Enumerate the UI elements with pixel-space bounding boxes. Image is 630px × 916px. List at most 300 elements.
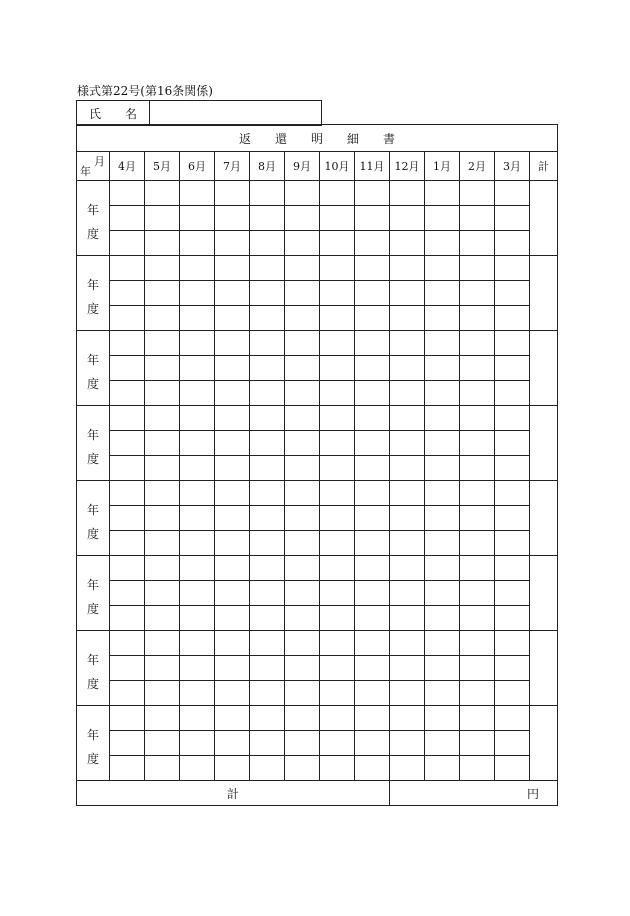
amount-cell[interactable]	[250, 531, 285, 556]
amount-cell[interactable]	[285, 231, 320, 256]
amount-cell[interactable]	[250, 681, 285, 706]
amount-cell[interactable]	[390, 606, 425, 631]
year-total-cell[interactable]	[530, 181, 558, 256]
amount-cell[interactable]	[250, 606, 285, 631]
amount-cell[interactable]	[180, 281, 215, 306]
amount-cell[interactable]	[250, 281, 285, 306]
amount-cell[interactable]	[110, 581, 145, 606]
amount-cell[interactable]	[250, 756, 285, 781]
amount-cell[interactable]	[320, 731, 355, 756]
amount-cell[interactable]	[425, 381, 460, 406]
amount-cell[interactable]	[390, 356, 425, 381]
amount-cell[interactable]	[180, 356, 215, 381]
amount-cell[interactable]	[250, 706, 285, 731]
amount-cell[interactable]	[355, 356, 390, 381]
amount-cell[interactable]	[425, 281, 460, 306]
amount-cell[interactable]	[145, 531, 180, 556]
amount-cell[interactable]	[215, 681, 250, 706]
amount-cell[interactable]	[495, 606, 530, 631]
amount-cell[interactable]	[460, 231, 495, 256]
amount-cell[interactable]	[285, 606, 320, 631]
amount-cell[interactable]	[285, 206, 320, 231]
amount-cell[interactable]	[425, 206, 460, 231]
amount-cell[interactable]	[180, 331, 215, 356]
amount-cell[interactable]	[250, 456, 285, 481]
amount-cell[interactable]	[250, 231, 285, 256]
amount-cell[interactable]	[460, 306, 495, 331]
amount-cell[interactable]	[460, 706, 495, 731]
amount-cell[interactable]	[215, 531, 250, 556]
amount-cell[interactable]	[460, 331, 495, 356]
amount-cell[interactable]	[355, 481, 390, 506]
amount-cell[interactable]	[460, 756, 495, 781]
amount-cell[interactable]	[320, 556, 355, 581]
amount-cell[interactable]	[110, 606, 145, 631]
amount-cell[interactable]	[285, 731, 320, 756]
amount-cell[interactable]	[390, 481, 425, 506]
amount-cell[interactable]	[285, 381, 320, 406]
amount-cell[interactable]	[460, 256, 495, 281]
amount-cell[interactable]	[110, 481, 145, 506]
amount-cell[interactable]	[215, 606, 250, 631]
fiscal-year-cell[interactable]	[77, 481, 110, 556]
amount-cell[interactable]	[250, 381, 285, 406]
amount-cell[interactable]	[285, 656, 320, 681]
amount-cell[interactable]	[180, 531, 215, 556]
amount-cell[interactable]	[355, 706, 390, 731]
amount-cell[interactable]	[285, 281, 320, 306]
amount-cell[interactable]	[355, 431, 390, 456]
amount-cell[interactable]	[320, 706, 355, 731]
amount-cell[interactable]	[460, 281, 495, 306]
amount-cell[interactable]	[180, 731, 215, 756]
amount-cell[interactable]	[320, 256, 355, 281]
amount-cell[interactable]	[355, 306, 390, 331]
amount-cell[interactable]	[180, 456, 215, 481]
amount-cell[interactable]	[425, 581, 460, 606]
amount-cell[interactable]	[215, 206, 250, 231]
amount-cell[interactable]	[250, 431, 285, 456]
amount-cell[interactable]	[355, 281, 390, 306]
fiscal-year-cell[interactable]	[77, 631, 110, 706]
amount-cell[interactable]	[145, 731, 180, 756]
amount-cell[interactable]	[145, 331, 180, 356]
amount-cell[interactable]	[425, 681, 460, 706]
amount-cell[interactable]	[320, 606, 355, 631]
amount-cell[interactable]	[460, 556, 495, 581]
amount-cell[interactable]	[320, 531, 355, 556]
amount-cell[interactable]	[215, 581, 250, 606]
amount-cell[interactable]	[110, 456, 145, 481]
amount-cell[interactable]	[215, 331, 250, 356]
amount-cell[interactable]	[180, 681, 215, 706]
year-total-cell[interactable]	[530, 481, 558, 556]
amount-cell[interactable]	[425, 331, 460, 356]
amount-cell[interactable]	[320, 506, 355, 531]
amount-cell[interactable]	[425, 606, 460, 631]
amount-cell[interactable]	[250, 181, 285, 206]
amount-cell[interactable]	[180, 756, 215, 781]
amount-cell[interactable]	[285, 331, 320, 356]
amount-cell[interactable]	[495, 231, 530, 256]
amount-cell[interactable]	[180, 406, 215, 431]
amount-cell[interactable]	[250, 206, 285, 231]
amount-cell[interactable]	[390, 381, 425, 406]
amount-cell[interactable]	[390, 306, 425, 331]
amount-cell[interactable]	[425, 456, 460, 481]
amount-cell[interactable]	[215, 756, 250, 781]
amount-cell[interactable]	[320, 681, 355, 706]
amount-cell[interactable]	[180, 481, 215, 506]
amount-cell[interactable]	[215, 431, 250, 456]
amount-cell[interactable]	[110, 706, 145, 731]
amount-cell[interactable]	[355, 506, 390, 531]
amount-cell[interactable]	[495, 756, 530, 781]
amount-cell[interactable]	[320, 356, 355, 381]
amount-cell[interactable]	[285, 681, 320, 706]
year-total-cell[interactable]	[530, 406, 558, 481]
amount-cell[interactable]	[215, 706, 250, 731]
amount-cell[interactable]	[250, 581, 285, 606]
amount-cell[interactable]	[495, 556, 530, 581]
amount-cell[interactable]	[460, 606, 495, 631]
amount-cell[interactable]	[180, 381, 215, 406]
amount-cell[interactable]	[285, 556, 320, 581]
amount-cell[interactable]	[110, 756, 145, 781]
amount-cell[interactable]	[320, 631, 355, 656]
amount-cell[interactable]	[250, 506, 285, 531]
amount-cell[interactable]	[215, 656, 250, 681]
amount-cell[interactable]	[215, 231, 250, 256]
amount-cell[interactable]	[285, 406, 320, 431]
amount-cell[interactable]	[250, 331, 285, 356]
amount-cell[interactable]	[145, 506, 180, 531]
amount-cell[interactable]	[285, 756, 320, 781]
amount-cell[interactable]	[110, 256, 145, 281]
amount-cell[interactable]	[285, 356, 320, 381]
amount-cell[interactable]	[110, 431, 145, 456]
amount-cell[interactable]	[145, 681, 180, 706]
amount-cell[interactable]	[355, 531, 390, 556]
amount-cell[interactable]	[215, 631, 250, 656]
amount-cell[interactable]	[250, 631, 285, 656]
amount-cell[interactable]	[425, 431, 460, 456]
amount-cell[interactable]	[285, 456, 320, 481]
amount-cell[interactable]	[390, 331, 425, 356]
amount-cell[interactable]	[145, 706, 180, 731]
amount-cell[interactable]	[425, 656, 460, 681]
amount-cell[interactable]	[320, 656, 355, 681]
amount-cell[interactable]	[460, 406, 495, 431]
amount-cell[interactable]	[355, 731, 390, 756]
amount-cell[interactable]	[320, 481, 355, 506]
amount-cell[interactable]	[495, 481, 530, 506]
amount-cell[interactable]	[285, 306, 320, 331]
amount-cell[interactable]	[320, 456, 355, 481]
amount-cell[interactable]	[495, 706, 530, 731]
amount-cell[interactable]	[355, 656, 390, 681]
amount-cell[interactable]	[215, 731, 250, 756]
amount-cell[interactable]	[425, 556, 460, 581]
amount-cell[interactable]	[145, 481, 180, 506]
amount-cell[interactable]	[390, 581, 425, 606]
amount-cell[interactable]	[145, 381, 180, 406]
amount-cell[interactable]	[355, 181, 390, 206]
amount-cell[interactable]	[145, 306, 180, 331]
amount-cell[interactable]	[180, 506, 215, 531]
amount-cell[interactable]	[110, 356, 145, 381]
fiscal-year-cell[interactable]	[77, 181, 110, 256]
amount-cell[interactable]	[215, 506, 250, 531]
amount-cell[interactable]	[285, 531, 320, 556]
amount-cell[interactable]	[425, 756, 460, 781]
amount-cell[interactable]	[215, 556, 250, 581]
amount-cell[interactable]	[110, 206, 145, 231]
year-total-cell[interactable]	[530, 631, 558, 706]
amount-cell[interactable]	[180, 556, 215, 581]
amount-cell[interactable]	[250, 656, 285, 681]
amount-cell[interactable]	[495, 381, 530, 406]
amount-cell[interactable]	[215, 256, 250, 281]
amount-cell[interactable]	[355, 606, 390, 631]
amount-cell[interactable]	[390, 406, 425, 431]
amount-cell[interactable]	[110, 281, 145, 306]
amount-cell[interactable]	[425, 256, 460, 281]
amount-cell[interactable]	[390, 631, 425, 656]
amount-cell[interactable]	[110, 556, 145, 581]
amount-cell[interactable]	[495, 731, 530, 756]
amount-cell[interactable]	[425, 181, 460, 206]
amount-cell[interactable]	[110, 181, 145, 206]
amount-cell[interactable]	[145, 431, 180, 456]
amount-cell[interactable]	[425, 306, 460, 331]
amount-cell[interactable]	[460, 581, 495, 606]
amount-cell[interactable]	[355, 331, 390, 356]
year-total-cell[interactable]	[530, 331, 558, 406]
amount-cell[interactable]	[495, 281, 530, 306]
amount-cell[interactable]	[425, 706, 460, 731]
amount-cell[interactable]	[110, 681, 145, 706]
fiscal-year-cell[interactable]	[77, 331, 110, 406]
amount-cell[interactable]	[390, 656, 425, 681]
amount-cell[interactable]	[355, 206, 390, 231]
amount-cell[interactable]	[425, 731, 460, 756]
amount-cell[interactable]	[180, 581, 215, 606]
amount-cell[interactable]	[285, 506, 320, 531]
amount-cell[interactable]	[215, 181, 250, 206]
amount-cell[interactable]	[355, 631, 390, 656]
amount-cell[interactable]	[425, 356, 460, 381]
amount-cell[interactable]	[425, 481, 460, 506]
amount-cell[interactable]	[145, 206, 180, 231]
amount-cell[interactable]	[285, 431, 320, 456]
amount-cell[interactable]	[425, 231, 460, 256]
amount-cell[interactable]	[460, 356, 495, 381]
amount-cell[interactable]	[110, 231, 145, 256]
year-total-cell[interactable]	[530, 706, 558, 781]
amount-cell[interactable]	[460, 681, 495, 706]
fiscal-year-cell[interactable]	[77, 706, 110, 781]
amount-cell[interactable]	[145, 631, 180, 656]
amount-cell[interactable]	[460, 431, 495, 456]
amount-cell[interactable]	[495, 681, 530, 706]
amount-cell[interactable]	[390, 206, 425, 231]
amount-cell[interactable]	[320, 181, 355, 206]
amount-cell[interactable]	[180, 181, 215, 206]
amount-cell[interactable]	[250, 731, 285, 756]
amount-cell[interactable]	[145, 456, 180, 481]
amount-cell[interactable]	[110, 656, 145, 681]
amount-cell[interactable]	[250, 556, 285, 581]
amount-cell[interactable]	[355, 256, 390, 281]
amount-cell[interactable]	[495, 356, 530, 381]
fiscal-year-cell[interactable]	[77, 256, 110, 331]
amount-cell[interactable]	[180, 306, 215, 331]
amount-cell[interactable]	[355, 456, 390, 481]
year-total-cell[interactable]	[530, 556, 558, 631]
amount-cell[interactable]	[215, 356, 250, 381]
amount-cell[interactable]	[495, 206, 530, 231]
amount-cell[interactable]	[390, 706, 425, 731]
amount-cell[interactable]	[495, 581, 530, 606]
amount-cell[interactable]	[145, 606, 180, 631]
amount-cell[interactable]	[145, 231, 180, 256]
amount-cell[interactable]	[460, 381, 495, 406]
amount-cell[interactable]	[215, 281, 250, 306]
amount-cell[interactable]	[390, 681, 425, 706]
amount-cell[interactable]	[180, 206, 215, 231]
amount-cell[interactable]	[425, 506, 460, 531]
amount-cell[interactable]	[180, 706, 215, 731]
amount-cell[interactable]	[355, 681, 390, 706]
amount-cell[interactable]	[495, 506, 530, 531]
amount-cell[interactable]	[110, 381, 145, 406]
amount-cell[interactable]	[320, 231, 355, 256]
amount-cell[interactable]	[180, 631, 215, 656]
amount-cell[interactable]	[145, 656, 180, 681]
amount-cell[interactable]	[215, 406, 250, 431]
amount-cell[interactable]	[145, 256, 180, 281]
amount-cell[interactable]	[355, 406, 390, 431]
amount-cell[interactable]	[460, 731, 495, 756]
name-field[interactable]	[150, 101, 322, 126]
amount-cell[interactable]	[495, 631, 530, 656]
amount-cell[interactable]	[460, 506, 495, 531]
amount-cell[interactable]	[285, 631, 320, 656]
amount-cell[interactable]	[250, 356, 285, 381]
amount-cell[interactable]	[460, 656, 495, 681]
fiscal-year-cell[interactable]	[77, 556, 110, 631]
amount-cell[interactable]	[390, 256, 425, 281]
amount-cell[interactable]	[215, 381, 250, 406]
amount-cell[interactable]	[460, 631, 495, 656]
amount-cell[interactable]	[320, 581, 355, 606]
amount-cell[interactable]	[495, 431, 530, 456]
amount-cell[interactable]	[180, 656, 215, 681]
amount-cell[interactable]	[145, 281, 180, 306]
amount-cell[interactable]	[285, 706, 320, 731]
amount-cell[interactable]	[145, 181, 180, 206]
amount-cell[interactable]	[495, 331, 530, 356]
amount-cell[interactable]	[390, 456, 425, 481]
amount-cell[interactable]	[145, 756, 180, 781]
amount-cell[interactable]	[495, 456, 530, 481]
amount-cell[interactable]	[355, 756, 390, 781]
amount-cell[interactable]	[355, 581, 390, 606]
amount-cell[interactable]	[495, 656, 530, 681]
amount-cell[interactable]	[180, 606, 215, 631]
amount-cell[interactable]	[285, 481, 320, 506]
amount-cell[interactable]	[180, 431, 215, 456]
amount-cell[interactable]	[145, 581, 180, 606]
amount-cell[interactable]	[495, 406, 530, 431]
amount-cell[interactable]	[390, 181, 425, 206]
amount-cell[interactable]	[460, 181, 495, 206]
amount-cell[interactable]	[390, 431, 425, 456]
amount-cell[interactable]	[285, 181, 320, 206]
amount-cell[interactable]	[355, 556, 390, 581]
amount-cell[interactable]	[495, 306, 530, 331]
amount-cell[interactable]	[355, 231, 390, 256]
amount-cell[interactable]	[180, 231, 215, 256]
amount-cell[interactable]	[425, 531, 460, 556]
amount-cell[interactable]	[215, 456, 250, 481]
amount-cell[interactable]	[250, 406, 285, 431]
fiscal-year-cell[interactable]	[77, 406, 110, 481]
grand-total-amount[interactable]: 円	[390, 781, 558, 806]
amount-cell[interactable]	[110, 631, 145, 656]
amount-cell[interactable]	[320, 281, 355, 306]
amount-cell[interactable]	[320, 331, 355, 356]
amount-cell[interactable]	[390, 231, 425, 256]
amount-cell[interactable]	[320, 431, 355, 456]
amount-cell[interactable]	[425, 406, 460, 431]
amount-cell[interactable]	[495, 256, 530, 281]
amount-cell[interactable]	[320, 206, 355, 231]
amount-cell[interactable]	[250, 481, 285, 506]
amount-cell[interactable]	[215, 306, 250, 331]
amount-cell[interactable]	[460, 206, 495, 231]
year-total-cell[interactable]	[530, 256, 558, 331]
amount-cell[interactable]	[495, 531, 530, 556]
amount-cell[interactable]	[250, 256, 285, 281]
amount-cell[interactable]	[390, 531, 425, 556]
amount-cell[interactable]	[460, 481, 495, 506]
amount-cell[interactable]	[110, 506, 145, 531]
amount-cell[interactable]	[110, 731, 145, 756]
amount-cell[interactable]	[110, 406, 145, 431]
amount-cell[interactable]	[285, 581, 320, 606]
amount-cell[interactable]	[110, 306, 145, 331]
amount-cell[interactable]	[285, 256, 320, 281]
amount-cell[interactable]	[425, 631, 460, 656]
amount-cell[interactable]	[110, 531, 145, 556]
amount-cell[interactable]	[460, 456, 495, 481]
amount-cell[interactable]	[390, 731, 425, 756]
amount-cell[interactable]	[495, 181, 530, 206]
amount-cell[interactable]	[390, 506, 425, 531]
amount-cell[interactable]	[180, 256, 215, 281]
amount-cell[interactable]	[390, 281, 425, 306]
amount-cell[interactable]	[320, 406, 355, 431]
amount-cell[interactable]	[110, 331, 145, 356]
amount-cell[interactable]	[145, 356, 180, 381]
amount-cell[interactable]	[215, 481, 250, 506]
amount-cell[interactable]	[250, 306, 285, 331]
amount-cell[interactable]	[145, 406, 180, 431]
amount-cell[interactable]	[460, 531, 495, 556]
amount-cell[interactable]	[390, 556, 425, 581]
